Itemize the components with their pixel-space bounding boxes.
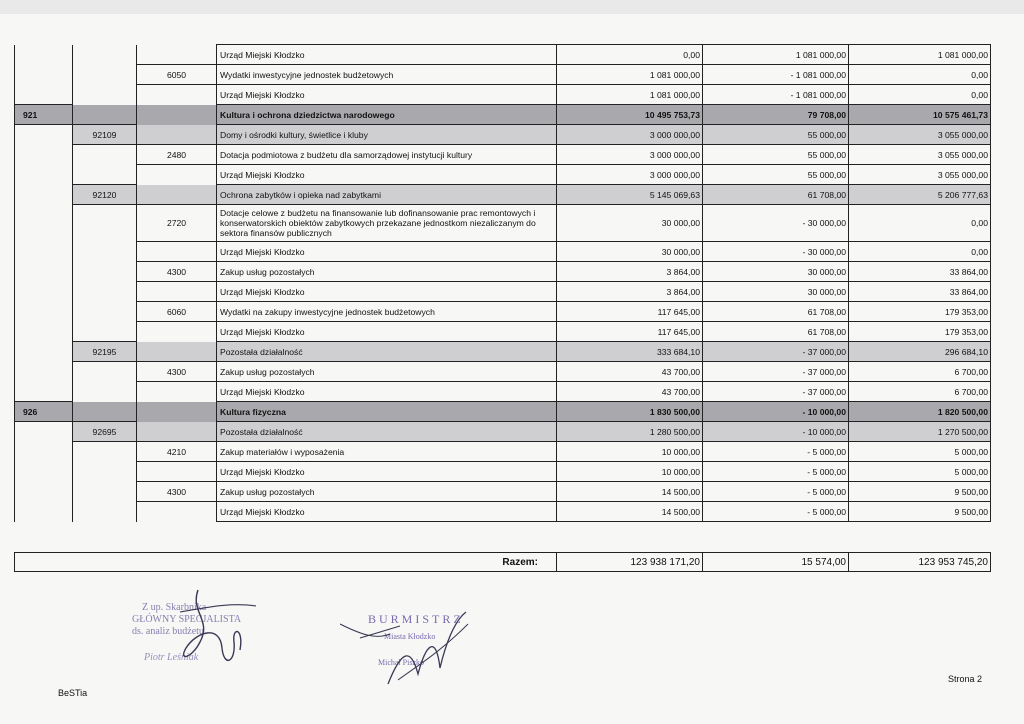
- cell-change: - 5 000,00: [703, 502, 849, 522]
- cell-change: - 5 000,00: [703, 462, 849, 482]
- cell-rozdzial: [73, 65, 137, 85]
- table-row: [15, 205, 991, 242]
- cell-after: 9 500,00: [849, 502, 991, 522]
- table-row: [15, 165, 991, 185]
- cell-after: 5 000,00: [849, 462, 991, 482]
- table-row: [15, 482, 991, 502]
- table-row: [15, 282, 991, 302]
- cell-plan: 0,00: [557, 45, 703, 65]
- cell-name: Zakup materiałów i wyposażenia: [217, 442, 557, 462]
- cell-after: 5 000,00: [849, 442, 991, 462]
- stamp-burmistrz: [340, 604, 480, 686]
- table-row: [15, 105, 991, 125]
- cell-after: 0,00: [849, 242, 991, 262]
- cell-paragraf: [137, 402, 217, 422]
- cell-name: Zakup usług pozostałych: [217, 362, 557, 382]
- stamp-burmistrz-title: BURMISTRZ: [368, 612, 464, 626]
- cell-paragraf: [137, 185, 217, 205]
- cell-rozdzial: 92109: [73, 125, 137, 145]
- cell-change: 61 708,00: [703, 322, 849, 342]
- cell-rozdzial: [73, 362, 137, 382]
- footer-page-number: Strona 2: [948, 674, 983, 684]
- cell-change: - 10 000,00: [703, 402, 849, 422]
- cell-rozdzial: [73, 105, 137, 125]
- cell-plan: 10 000,00: [557, 442, 703, 462]
- cell-dzial: [15, 362, 73, 382]
- cell-after: 3 055 000,00: [849, 165, 991, 185]
- table-row: [15, 462, 991, 482]
- cell-plan: 3 000 000,00: [557, 165, 703, 185]
- cell-dzial: [15, 502, 73, 522]
- cell-plan: 5 145 069,63: [557, 185, 703, 205]
- cell-name: Urząd Miejski Kłodzko: [217, 502, 557, 522]
- cell-change: - 1 081 000,00: [703, 85, 849, 105]
- cell-dzial: [15, 165, 73, 185]
- cell-rozdzial: [73, 205, 137, 242]
- table-row: [15, 185, 991, 205]
- totals-change: 15 574,00: [703, 553, 849, 572]
- table-row: [15, 45, 991, 65]
- cell-dzial: [15, 282, 73, 302]
- cell-name: Urząd Miejski Kłodzko: [217, 165, 557, 185]
- cell-change: - 37 000,00: [703, 362, 849, 382]
- cell-name: Urząd Miejski Kłodzko: [217, 45, 557, 65]
- table-row: [15, 145, 991, 165]
- cell-paragraf: [137, 322, 217, 342]
- cell-paragraf: [137, 85, 217, 105]
- cell-plan: 10 000,00: [557, 462, 703, 482]
- cell-dzial: [15, 322, 73, 342]
- cell-change: 61 708,00: [703, 302, 849, 322]
- totals-label: Razem:: [15, 553, 557, 572]
- cell-paragraf: 6060: [137, 302, 217, 322]
- cell-paragraf: [137, 282, 217, 302]
- stamp-line-3: ds. analiz budżetu: [132, 626, 204, 637]
- stamp-line-1: Z up. Skarbnika: [142, 602, 207, 613]
- cell-plan: 30 000,00: [557, 205, 703, 242]
- cell-after: 1 820 500,00: [849, 402, 991, 422]
- cell-name: Domy i ośrodki kultury, świetlice i kluby: [217, 125, 557, 145]
- cell-change: - 30 000,00: [703, 242, 849, 262]
- cell-name: Wydatki inwestycyjne jednostek budżetowych: [217, 65, 557, 85]
- cell-dzial: 926: [15, 402, 73, 422]
- cell-dzial: [15, 145, 73, 165]
- cell-change: 30 000,00: [703, 262, 849, 282]
- cell-plan: 14 500,00: [557, 482, 703, 502]
- cell-paragraf: 4210: [137, 442, 217, 462]
- cell-change: - 10 000,00: [703, 422, 849, 442]
- table-row: [15, 85, 991, 105]
- budget-table: [14, 44, 991, 522]
- table-row: [15, 342, 991, 362]
- cell-paragraf: 6050: [137, 65, 217, 85]
- cell-rozdzial: [73, 302, 137, 322]
- cell-plan: 3 000 000,00: [557, 145, 703, 165]
- cell-name: Urząd Miejski Kłodzko: [217, 382, 557, 402]
- cell-plan: 3 864,00: [557, 282, 703, 302]
- cell-name: Pozostała działalność: [217, 422, 557, 442]
- table-row: [15, 362, 991, 382]
- cell-name: Zakup usług pozostałych: [217, 262, 557, 282]
- table-row: [15, 125, 991, 145]
- cell-paragraf: [137, 125, 217, 145]
- cell-rozdzial: [73, 322, 137, 342]
- cell-plan: 3 000 000,00: [557, 125, 703, 145]
- table-row: [15, 262, 991, 282]
- cell-paragraf: [137, 165, 217, 185]
- cell-paragraf: 4300: [137, 262, 217, 282]
- cell-change: - 5 000,00: [703, 442, 849, 462]
- cell-rozdzial: [73, 45, 137, 65]
- cell-paragraf: [137, 342, 217, 362]
- cell-name: Urząd Miejski Kłodzko: [217, 462, 557, 482]
- cell-dzial: [15, 85, 73, 105]
- cell-change: - 37 000,00: [703, 342, 849, 362]
- cell-change: - 37 000,00: [703, 382, 849, 402]
- cell-dzial: [15, 342, 73, 362]
- cell-change: 55 000,00: [703, 145, 849, 165]
- cell-name: Ochrona zabytków i opieka nad zabytkami: [217, 185, 557, 205]
- cell-name: Dotacje celowe z budżetu na finansowanie lub dofinansowanie prac remontowych i konserwatorskich obiektów zabytkowych przekazane jednostkom niezaliczanym do sektora finansów publicznych: [217, 205, 557, 242]
- cell-after: 179 353,00: [849, 322, 991, 342]
- cell-after: 6 700,00: [849, 362, 991, 382]
- table-body: [15, 45, 991, 522]
- cell-plan: 117 645,00: [557, 302, 703, 322]
- cell-after: 179 353,00: [849, 302, 991, 322]
- stamp-name: Piotr Leśniak: [144, 652, 199, 663]
- cell-plan: 43 700,00: [557, 362, 703, 382]
- cell-plan: 1 280 500,00: [557, 422, 703, 442]
- totals-row: [14, 552, 991, 572]
- cell-after: 10 575 461,73: [849, 105, 991, 125]
- cell-name: Kultura fizyczna: [217, 402, 557, 422]
- cell-plan: 1 081 000,00: [557, 65, 703, 85]
- cell-after: 3 055 000,00: [849, 145, 991, 165]
- cell-rozdzial: [73, 262, 137, 282]
- stamp-burmistrz-name: Michał Piszko: [378, 658, 424, 667]
- cell-name: Urząd Miejski Kłodzko: [217, 282, 557, 302]
- cell-dzial: [15, 125, 73, 145]
- cell-plan: 14 500,00: [557, 502, 703, 522]
- cell-dzial: [15, 65, 73, 85]
- table-row: [15, 502, 991, 522]
- cell-change: 61 708,00: [703, 185, 849, 205]
- cell-change: 55 000,00: [703, 125, 849, 145]
- cell-name: Kultura i ochrona dziedzictwa narodowego: [217, 105, 557, 125]
- table-row: [15, 302, 991, 322]
- cell-plan: 1 081 000,00: [557, 85, 703, 105]
- cell-dzial: [15, 462, 73, 482]
- cell-paragraf: [137, 502, 217, 522]
- cell-after: 296 684,10: [849, 342, 991, 362]
- cell-dzial: [15, 45, 73, 65]
- cell-dzial: 921: [15, 105, 73, 125]
- cell-name: Wydatki na zakupy inwestycyjne jednostek budżetowych: [217, 302, 557, 322]
- cell-paragraf: [137, 45, 217, 65]
- cell-after: 33 864,00: [849, 282, 991, 302]
- cell-rozdzial: [73, 382, 137, 402]
- cell-after: 0,00: [849, 85, 991, 105]
- cell-paragraf: 2480: [137, 145, 217, 165]
- cell-after: 6 700,00: [849, 382, 991, 402]
- cell-rozdzial: 92195: [73, 342, 137, 362]
- cell-dzial: [15, 185, 73, 205]
- table-row: [15, 322, 991, 342]
- table-row: [15, 242, 991, 262]
- cell-rozdzial: [73, 85, 137, 105]
- cell-name: Urząd Miejski Kłodzko: [217, 242, 557, 262]
- cell-after: 33 864,00: [849, 262, 991, 282]
- cell-paragraf: [137, 382, 217, 402]
- cell-change: 79 708,00: [703, 105, 849, 125]
- cell-rozdzial: [73, 402, 137, 422]
- cell-rozdzial: [73, 502, 137, 522]
- totals-after: 123 953 745,20: [849, 553, 991, 572]
- signature-skarbnik: [160, 572, 270, 682]
- cell-change: - 30 000,00: [703, 205, 849, 242]
- cell-dzial: [15, 442, 73, 462]
- table-row: [15, 65, 991, 85]
- cell-plan: 117 645,00: [557, 322, 703, 342]
- cell-after: 0,00: [849, 205, 991, 242]
- cell-plan: 43 700,00: [557, 382, 703, 402]
- table-row: [15, 422, 991, 442]
- cell-paragraf: [137, 105, 217, 125]
- cell-dzial: [15, 422, 73, 442]
- cell-rozdzial: [73, 282, 137, 302]
- cell-plan: 333 684,10: [557, 342, 703, 362]
- cell-rozdzial: [73, 145, 137, 165]
- cell-rozdzial: [73, 462, 137, 482]
- cell-dzial: [15, 242, 73, 262]
- cell-change: 55 000,00: [703, 165, 849, 185]
- cell-after: 9 500,00: [849, 482, 991, 502]
- cell-paragraf: 4300: [137, 362, 217, 382]
- cell-name: Dotacja podmiotowa z budżetu dla samorządowej instytucji kultury: [217, 145, 557, 165]
- cell-change: - 5 000,00: [703, 482, 849, 502]
- cell-after: 0,00: [849, 65, 991, 85]
- cell-after: 3 055 000,00: [849, 125, 991, 145]
- cell-plan: 1 830 500,00: [557, 402, 703, 422]
- cell-plan: 3 864,00: [557, 262, 703, 282]
- cell-after: 1 081 000,00: [849, 45, 991, 65]
- cell-dzial: [15, 302, 73, 322]
- cell-paragraf: [137, 422, 217, 442]
- cell-name: Urząd Miejski Kłodzko: [217, 322, 557, 342]
- cell-rozdzial: [73, 242, 137, 262]
- table-row: [15, 382, 991, 402]
- cell-rozdzial: [73, 442, 137, 462]
- cell-dzial: [15, 205, 73, 242]
- cell-paragraf: [137, 462, 217, 482]
- cell-after: 1 270 500,00: [849, 422, 991, 442]
- footer-software: BeSTia: [58, 688, 88, 698]
- cell-dzial: [15, 382, 73, 402]
- cell-dzial: [15, 262, 73, 282]
- cell-change: 30 000,00: [703, 282, 849, 302]
- cell-name: Pozostała działalność: [217, 342, 557, 362]
- cell-rozdzial: 92695: [73, 422, 137, 442]
- cell-change: 1 081 000,00: [703, 45, 849, 65]
- cell-after: 5 206 777,63: [849, 185, 991, 205]
- stamp-line-2: GŁÓWNY SPECJALISTA: [132, 614, 242, 625]
- stamp-burmistrz-city: Miasta Kłodzko: [384, 632, 436, 641]
- cell-dzial: [15, 482, 73, 502]
- table-row: [15, 402, 991, 422]
- totals-plan: 123 938 171,20: [557, 553, 703, 572]
- cell-paragraf: 2720: [137, 205, 217, 242]
- cell-name: Zakup usług pozostałych: [217, 482, 557, 502]
- signature-burmistrz: [340, 604, 480, 686]
- cell-rozdzial: 92120: [73, 185, 137, 205]
- cell-change: - 1 081 000,00: [703, 65, 849, 85]
- cell-paragraf: [137, 242, 217, 262]
- cell-plan: 10 495 753,73: [557, 105, 703, 125]
- table-row: [15, 442, 991, 462]
- cell-plan: 30 000,00: [557, 242, 703, 262]
- cell-name: Urząd Miejski Kłodzko: [217, 85, 557, 105]
- cell-rozdzial: [73, 165, 137, 185]
- cell-rozdzial: [73, 482, 137, 502]
- cell-paragraf: 4300: [137, 482, 217, 502]
